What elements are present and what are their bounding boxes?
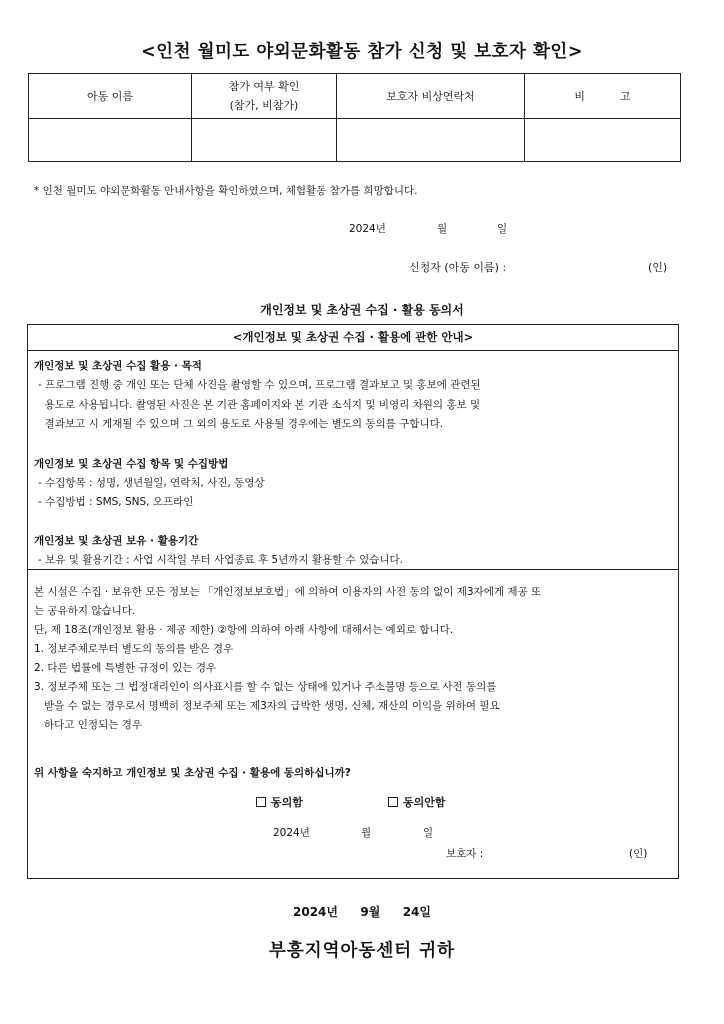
header-remarks-text: 비 고 xyxy=(574,89,631,103)
consent-question: 위 사항을 숙지하고 개인정보 및 초상권 수집 · 활용에 동의하십니까? xyxy=(34,767,351,779)
final-date-month: 9월 xyxy=(360,905,381,919)
consent-title: 개인정보 및 초상권 수집 · 활용 동의서 xyxy=(260,303,464,317)
third-party-line-8: 하다고 인정되는 경우 xyxy=(34,719,142,731)
header-guardian-contact: 보호자 비상연락처 xyxy=(337,74,525,119)
consent-box-header: <개인정보 및 초상권 수집 · 활용에 관한 안내> xyxy=(28,325,678,351)
purpose-line-3: 결과보고 시 게재될 수 있으며 그 외의 용도로 사용될 경우에는 별도의 동의를 구합니다. xyxy=(38,418,444,430)
application-date-year: 2024년 xyxy=(349,223,386,235)
header-attendance-line1: 참가 여부 확인 xyxy=(228,80,300,93)
child-name-cell[interactable] xyxy=(29,119,192,162)
header-remarks xyxy=(525,74,681,119)
agree-option[interactable] xyxy=(256,794,303,810)
disagree-checkbox[interactable] xyxy=(388,797,398,807)
disagree-option[interactable] xyxy=(388,794,446,810)
third-party-line-2: 는 공유하지 않습니다. xyxy=(34,605,136,617)
table-header-row xyxy=(29,74,681,119)
application-table xyxy=(28,73,681,162)
items-line-1: - 수집항목 : 성명, 생년월일, 연락처, 사진, 동영상 xyxy=(38,477,265,489)
recipient: 부흥지역아동센터 귀하 xyxy=(268,941,456,961)
consent-box xyxy=(27,324,679,879)
purpose-line-1: - 프로그램 진행 중 개인 또는 단체 사진을 촬영할 수 있으며, 프로그램 결과보고 및 홍보에 관련된 xyxy=(38,379,481,391)
consent-date-month: 월 xyxy=(361,827,372,839)
retention-line: - 보유 및 활용기간 : 사업 시작일 부터 사업종료 후 5년까지 활용할 수 있습니다. xyxy=(38,554,404,566)
final-date-year: 2024년 xyxy=(293,905,338,919)
third-party-line-6: 3. 정보주체 또는 그 법정대리인이 의사표시를 할 수 없는 상태에 있거나 주소불명 등으로 사전 동의를 xyxy=(34,681,497,693)
application-date-day: 일 xyxy=(497,223,508,235)
agree-checkbox[interactable] xyxy=(256,797,266,807)
table-entry-row xyxy=(29,119,681,162)
items-line-2: - 수집방법 : SMS, SNS, 오프라인 xyxy=(38,496,194,508)
applicant-seal: (인) xyxy=(648,261,668,274)
third-party-line-3: 단, 제 18조(개인정보 활용 · 제공 제한) ②항에 의하여 아래 사항에 대해서는 예외로 합니다. xyxy=(34,624,454,636)
header-attendance xyxy=(192,74,337,119)
final-date-day: 24일 xyxy=(402,905,431,919)
purpose-title: 개인정보 및 초상권 수집 활용 · 목적 xyxy=(34,360,202,372)
guardian-contact-cell[interactable] xyxy=(337,119,525,162)
consent-divider xyxy=(28,569,678,570)
header-child-name: 아동 이름 xyxy=(29,74,192,119)
retention-title: 개인정보 및 초상권 보유 · 활용기간 xyxy=(34,535,199,547)
third-party-line-1: 본 시설은 수집 · 보유한 모든 정보는 「개인정보보호법」에 의하여 이용자의 사전 동의 없이 제3자에게 제공 또 xyxy=(34,586,542,598)
participation-notice: * 인천 월미도 야외문화활동 안내사항을 확인하였으며, 체험활동 참가를 희망합니다. xyxy=(34,185,418,197)
applicant-label: 신청자 (아동 이름) : xyxy=(409,261,507,274)
items-title: 개인정보 및 초상권 수집 항목 및 수집방법 xyxy=(34,458,229,470)
consent-date-year: 2024년 xyxy=(273,827,310,839)
purpose-line-2: 용도로 사용됩니다. 촬영된 사진은 본 기관 홈페이지와 본 기관 소식지 및 비영리 차원의 홍보 및 xyxy=(38,399,481,411)
disagree-label: 동의안함 xyxy=(403,796,446,809)
attendance-cell[interactable] xyxy=(192,119,337,162)
third-party-line-5: 2. 다른 법률에 특별한 규정이 있는 경우 xyxy=(34,662,217,674)
guardian-seal: (인) xyxy=(629,848,648,860)
remarks-cell[interactable] xyxy=(525,119,681,162)
application-date-month: 월 xyxy=(437,223,448,235)
guardian-label: 보호자 : xyxy=(446,848,484,860)
consent-date-day: 일 xyxy=(423,827,434,839)
header-attendance-line2: (참가, 비참가) xyxy=(229,99,299,112)
third-party-line-7: 받을 수 없는 경우로서 명백히 정보주체 또는 제3자의 급박한 생명, 신체, 재산의 이익을 위하여 필요 xyxy=(34,700,500,712)
agree-label: 동의함 xyxy=(271,796,303,809)
third-party-line-4: 1. 정보주체로부터 별도의 동의를 받은 경우 xyxy=(34,643,234,655)
page-title: <인천 월미도 야외문화활동 참가 신청 및 보호자 확인> xyxy=(141,42,583,62)
final-date xyxy=(0,903,724,920)
